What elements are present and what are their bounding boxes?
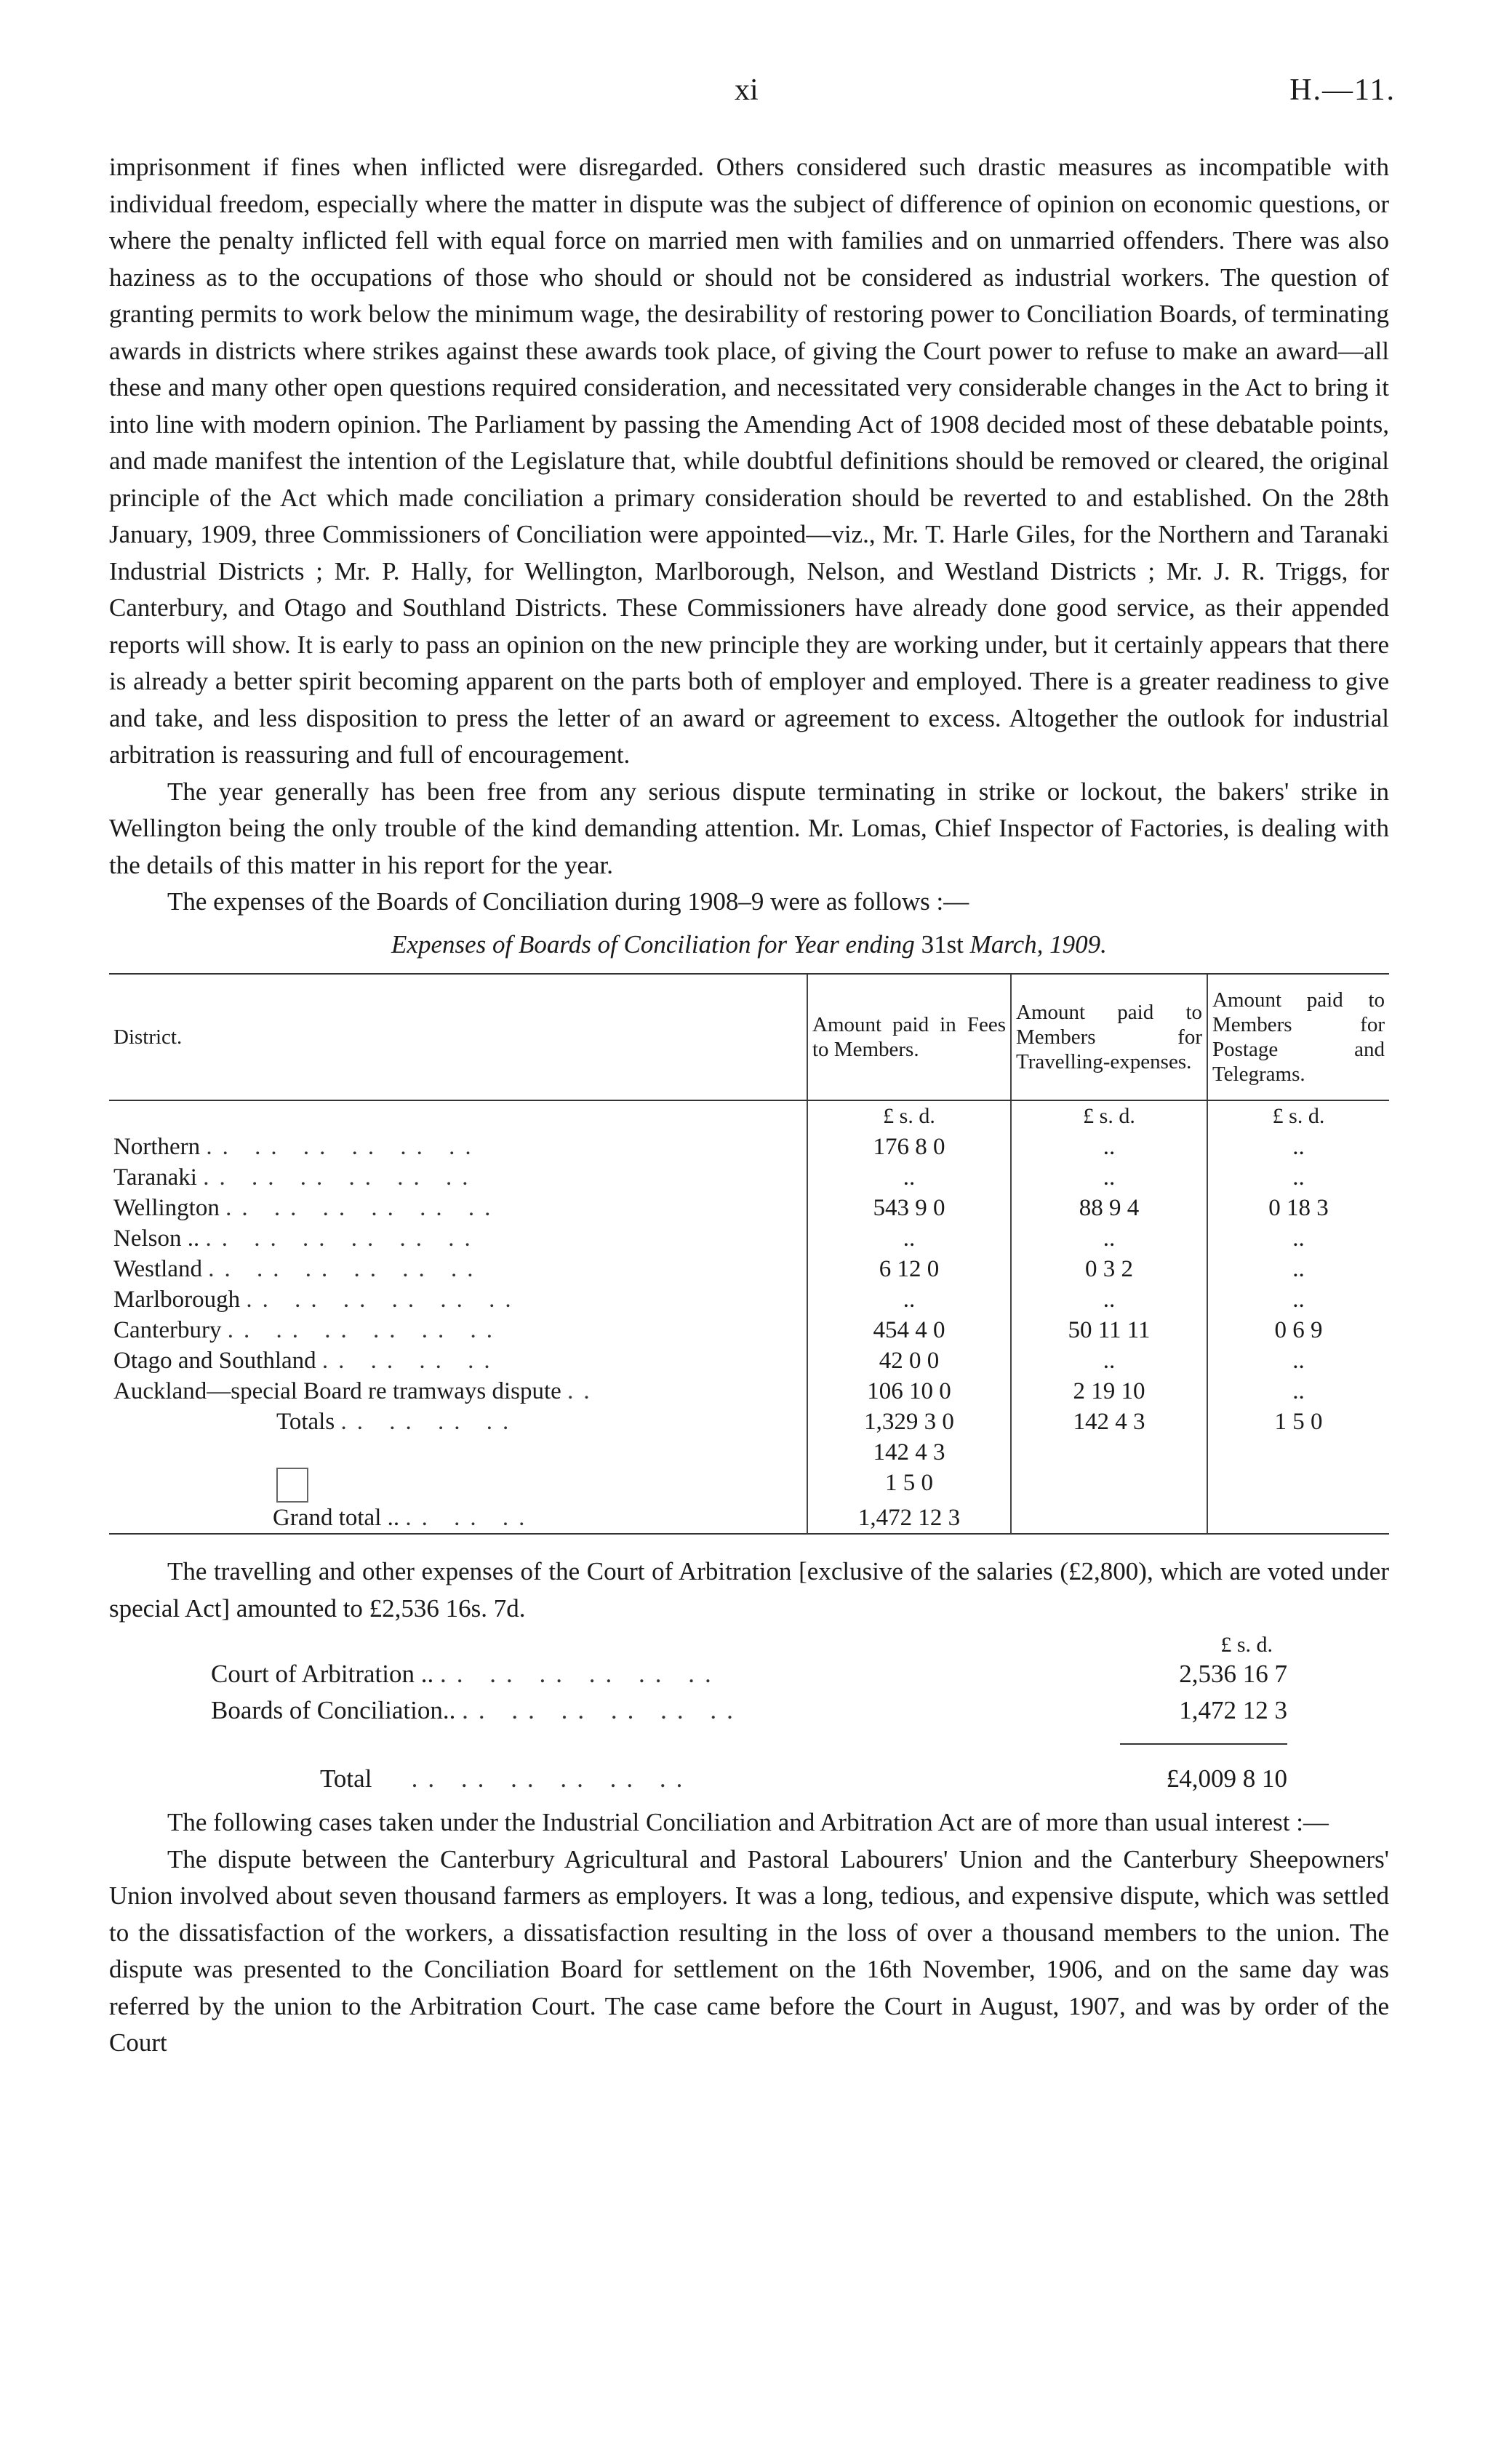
totals-travel: 142 4 3 [1011, 1407, 1207, 1437]
header-travel: Amount paid to Members for Travelling-expenses. [1011, 974, 1207, 1100]
district-cell: Auckland—special Board re tramways dispute .. [113, 1378, 600, 1404]
paragraph-canterbury-dispute: The dispute between the Canterbury Agricultural and Pastoral Labourers' Union and the Canterbury Sheepowners' Union involved about seven thousand farmers as employers. It was a long, tedious, and expensive dispute, which was settled to the dissatisfaction of the workers, a dissatisfaction resulting in the loss of over a thousand members to the union. The dispute was presented to the Conciliation Board for settlement on the 16th November, 1906, and on the same day was referred by the union to the Arbitration Court. The case came before the Court in August, 1907, and was by order of the Court [109, 1844, 1389, 2057]
page-number: xi [735, 73, 759, 107]
paragraph-court-expenses: The travelling and other expenses of the Court of Arbitration [exclusive of the salaries (£2,800), which are voted under special Act] amounted to £2,536 16s. 7d. [109, 1557, 1389, 1623]
table-row [109, 1345, 1389, 1376]
fees-cell: 543 9 0 [807, 1193, 1011, 1223]
district-cell: Otago and Southland .. .. .. .. [113, 1348, 500, 1374]
postage-cell: .. [1207, 1284, 1389, 1315]
travel-cell: .. [1011, 1345, 1207, 1376]
totals-fees: 1,329 3 0 [807, 1407, 1011, 1437]
summary-units: £ s. d. [1220, 1633, 1273, 1657]
table-row [109, 1132, 1389, 1162]
district-cell: Marlborough .. .. .. .. .. .. [113, 1287, 521, 1313]
unit-travel: £ s. d. [1011, 1100, 1207, 1132]
fees-cell: .. [807, 1162, 1011, 1193]
postage-cell: .. [1207, 1376, 1389, 1407]
fees-cell: 6 12 0 [807, 1254, 1011, 1284]
postage-cell: 0 6 9 [1207, 1315, 1389, 1345]
travel-cell: 88 9 4 [1011, 1193, 1207, 1223]
travel-cell: .. [1011, 1223, 1207, 1254]
paragraph-2: The year generally has been free from any serious dispute terminating in strike or lockout, the bakers' strike in Wellington being the only trouble of the kind demanding attention. Mr. Lomas, Chief Inspector of Factories, is dealing with the details of this matter in his report for the year. [109, 777, 1389, 879]
postage-cell: .. [1207, 1162, 1389, 1193]
fees-cell: 106 10 0 [807, 1376, 1011, 1407]
document-reference: H.—11. [1289, 73, 1396, 107]
summary-rule [1120, 1729, 1287, 1745]
district-cell: Northern .. .. .. .. .. .. [113, 1134, 481, 1160]
totals-postage: 1 5 0 [1207, 1407, 1389, 1437]
table-row [109, 1254, 1389, 1284]
fees-cell: .. [807, 1223, 1011, 1254]
paragraph-1: imprisonment if fines when inflicted were disregarded. Others considered such drastic measures as incompatible with individual freedom, especially where the matter in dispute was the subject of difference of opinion on economic questions, or where the penalty inflicted fell with equal force on married men with families and on unmarried offenders. There was also haziness as to the occupations of those who should or should not be considered as industrial workers. The question of granting permits to work below the minimum wage, the desirability of restoring power to Conciliation Boards, of terminating awards in districts where strikes against these awards took place, of giving the Court power to refuse to make an award—all these and many other open questions required consideration, and necessitated very considerable changes in the Act to bring it into line with modern opinion. The Parliament by passing the Amending Act of 1908 decided most of these debatable points, and made manifest the intention of the Legislature that, while doubtful definitions should be removed or cleared, the original principle of the Act which made conciliation a primary consideration should be reverted to and established. On the 28th January, 1909, three Commissioners of Conciliation were appointed—viz., Mr. T. Harle Giles, for the Northern and Taranaki Industrial Districts ; Mr. P. Hally, for Wellington, Marlborough, Nelson, and Westland Districts ; Mr. J. R. Triggs, for Canterbury, and Otago and Southland Districts. These Commissioners have already done good service, as their appended reports will show. It is early to pass an opinion on the new principle they are working under, but it certainly appears that there is already a better spirit becoming apparent on the parts both of employer and employed. There is a greater readiness to give and take, and less disposition to press the letter of an award or agreement to excess. Altogether the outlook for industrial arbitration is reassuring and full of encouragement. [109, 153, 1389, 769]
paragraph-cases-intro: The following cases taken under the Industrial Conciliation and Arbitration Act are of more than usual interest :— [167, 1808, 1329, 1836]
header-district: District. [109, 974, 807, 1100]
totals-label-cell: Totals .. .. .. .. [276, 1409, 519, 1435]
travel-cell: .. [1011, 1132, 1207, 1162]
summary-value: 2,536 16 7 [1179, 1660, 1287, 1688]
summary-total-row: Total .. .. .. .. .. .. £4,009 8 10 [211, 1761, 1287, 1797]
summary-label: Court of Arbitration .. [211, 1660, 434, 1688]
travel-cell: .. [1011, 1284, 1207, 1315]
table-caption-date: 31st [921, 929, 964, 959]
district-cell: Canterbury .. .. .. .. .. .. [113, 1317, 503, 1343]
summary-row: Court of Arbitration .. .. .. .. .. .. .. 2,536 16 7 [211, 1656, 1287, 1692]
bracket-mark-icon [276, 1468, 308, 1503]
table-row [109, 1315, 1389, 1345]
fees-cell: 454 4 0 [807, 1315, 1011, 1345]
unit-fees: £ s. d. [807, 1100, 1011, 1132]
header-fees: Amount paid in Fees to Members. [807, 974, 1011, 1100]
postage-cell: 0 18 3 [1207, 1193, 1389, 1223]
postage-cell: .. [1207, 1345, 1389, 1376]
summary-total-value: £4,009 8 10 [1166, 1764, 1287, 1793]
fees-cell: 176 8 0 [807, 1132, 1011, 1162]
table-header-row [109, 974, 1389, 1100]
fees-cell: 42 0 0 [807, 1345, 1011, 1376]
header-postage: Amount paid to Members for Postage and Telegrams. [1207, 974, 1389, 1100]
expenses-table [109, 973, 1389, 1535]
district-cell: Westland .. .. .. .. .. .. [113, 1256, 484, 1282]
district-cell: Wellington .. .. .. .. .. .. [113, 1195, 501, 1221]
expense-summary [211, 1627, 1287, 1797]
grand-total-value: 1,472 12 3 [807, 1503, 1011, 1534]
table-row [109, 1193, 1389, 1223]
summary-row: Boards of Conciliation.. .. .. .. .. .. .. 1,472 12 3 [211, 1692, 1287, 1729]
grand-total-label-cell: Grand total .. .. .. .. [109, 1503, 807, 1534]
table-row [109, 1284, 1389, 1315]
fees-cell: .. [807, 1284, 1011, 1315]
grand-total-row [109, 1503, 1389, 1534]
paragraph-3: The expenses of the Boards of Conciliation during 1908–9 were as follows :— [167, 887, 969, 916]
unit-postage: £ s. d. [1207, 1100, 1389, 1132]
postage-cell: .. [1207, 1223, 1389, 1254]
postage-cell: .. [1207, 1254, 1389, 1284]
page-header [0, 73, 1512, 116]
travel-cell: 50 11 11 [1011, 1315, 1207, 1345]
page-body [109, 149, 1389, 2062]
travel-cell: 0 3 2 [1011, 1254, 1207, 1284]
travel-cell: 2 19 10 [1011, 1376, 1207, 1407]
units-row [109, 1100, 1389, 1132]
table-caption [109, 927, 1389, 964]
carried-travel: 142 4 3 [807, 1437, 1011, 1468]
postage-cell: .. [1207, 1132, 1389, 1162]
travel-cell: .. [1011, 1162, 1207, 1193]
district-cell: Taranaki .. .. .. .. .. .. [113, 1164, 479, 1191]
totals-row [109, 1407, 1389, 1437]
table-row [109, 1223, 1389, 1254]
summary-total-label: Total [320, 1764, 372, 1793]
carried-postage: 1 5 0 [807, 1468, 1011, 1503]
table-row [109, 1162, 1389, 1193]
table-row [109, 1376, 1389, 1407]
summary-label: Boards of Conciliation.. [211, 1696, 456, 1724]
district-cell: Nelson .. .. .. .. .. .. .. [113, 1225, 481, 1252]
carried-row [109, 1468, 1389, 1503]
summary-value: 1,472 12 3 [1179, 1696, 1287, 1724]
carried-row [109, 1437, 1389, 1468]
table-caption-text: Expenses of Boards of Conciliation for Year ending [391, 929, 915, 959]
table-caption-end: March, 1909. [969, 929, 1107, 959]
